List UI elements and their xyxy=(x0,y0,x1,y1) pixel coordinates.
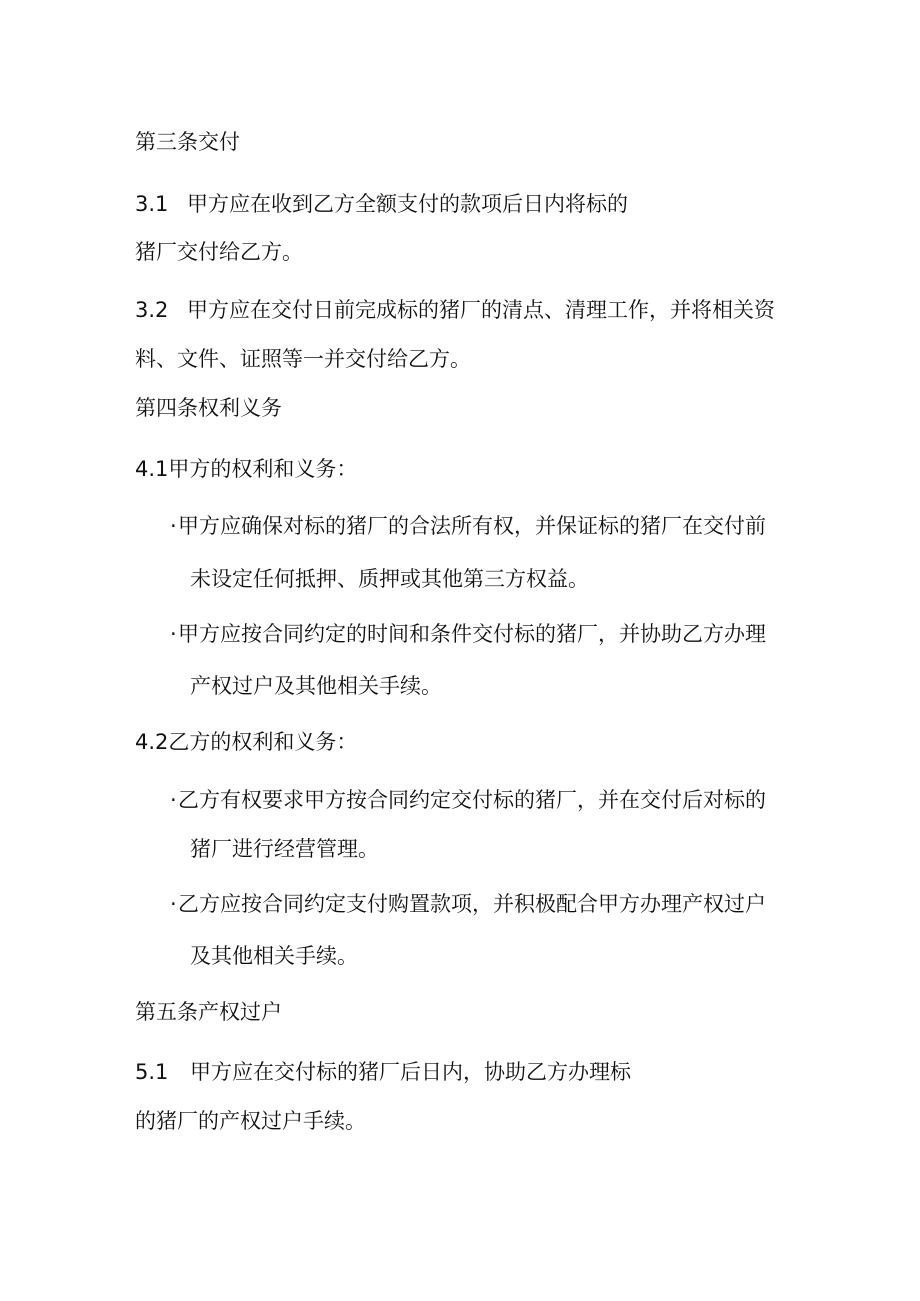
clause-3-2-line-1 xyxy=(135,295,775,325)
bullet-item-line-2: 未设定任何抵押、质押或其他第三方权益。 xyxy=(190,567,589,591)
clause-4-2-title: 4.2乙方的权利和义务： xyxy=(135,730,358,754)
clause-5-1-line-1 xyxy=(135,1057,631,1087)
clause-number: 3.2 xyxy=(135,298,169,322)
bullet-item-line-2: 产权过户及其他相关手续。 xyxy=(190,674,442,698)
clause-text: 甲方应在收到乙方全额支付的款项后日内将标的 xyxy=(187,192,628,216)
bullet-item-line-2: 猪厂进行经营管理。 xyxy=(190,837,379,861)
clause-3-2-line-2: 料、文件、证照等一并交付给乙方。 xyxy=(135,347,471,371)
clause-number: 5.1 xyxy=(135,1060,169,1084)
bullet-item-line-1 xyxy=(170,619,766,649)
bullet-text: 甲方应确保对标的猪厂的合法所有权，并保证标的猪厂在交付前 xyxy=(178,514,766,538)
section-heading-3: 第三条交付 xyxy=(135,130,240,154)
clause-text: 甲方应在交付日前完成标的猪厂的清点、清理工作，并将相关资 xyxy=(187,298,775,322)
bullet-marker: · xyxy=(170,514,177,538)
bullet-text: 乙方应按合同约定支付购置款项，并积极配合甲方办理产权过户 xyxy=(178,892,766,916)
bullet-marker: · xyxy=(170,788,177,812)
section-heading-4: 第四条权利义务 xyxy=(135,396,282,420)
clause-number: 3.1 xyxy=(135,192,169,216)
bullet-text: 甲方应按合同约定的时间和条件交付标的猪厂，并协助乙方办理 xyxy=(178,622,766,646)
bullet-item-line-2: 及其他相关手续。 xyxy=(190,944,358,968)
bullet-text: 乙方有权要求甲方按合同约定交付标的猪厂，并在交付后对标的 xyxy=(178,788,766,812)
bullet-item-line-1 xyxy=(170,511,766,541)
bullet-marker: · xyxy=(170,622,177,646)
clause-5-1-line-2: 的猪厂的产权过户手续。 xyxy=(135,1109,366,1133)
bullet-item-line-1 xyxy=(170,785,766,815)
clause-3-1-line-2: 猪厂交付给乙方。 xyxy=(135,240,303,264)
clause-4-1-title: 4.1甲方的权利和义务： xyxy=(135,457,358,481)
clause-3-1-line-1 xyxy=(135,189,628,219)
bullet-item-line-1 xyxy=(170,889,766,919)
clause-text: 甲方应在交付标的猪厂后日内，协助乙方办理标 xyxy=(190,1060,631,1084)
bullet-marker: · xyxy=(170,892,177,916)
section-heading-5: 第五条产权过户 xyxy=(135,1000,282,1024)
